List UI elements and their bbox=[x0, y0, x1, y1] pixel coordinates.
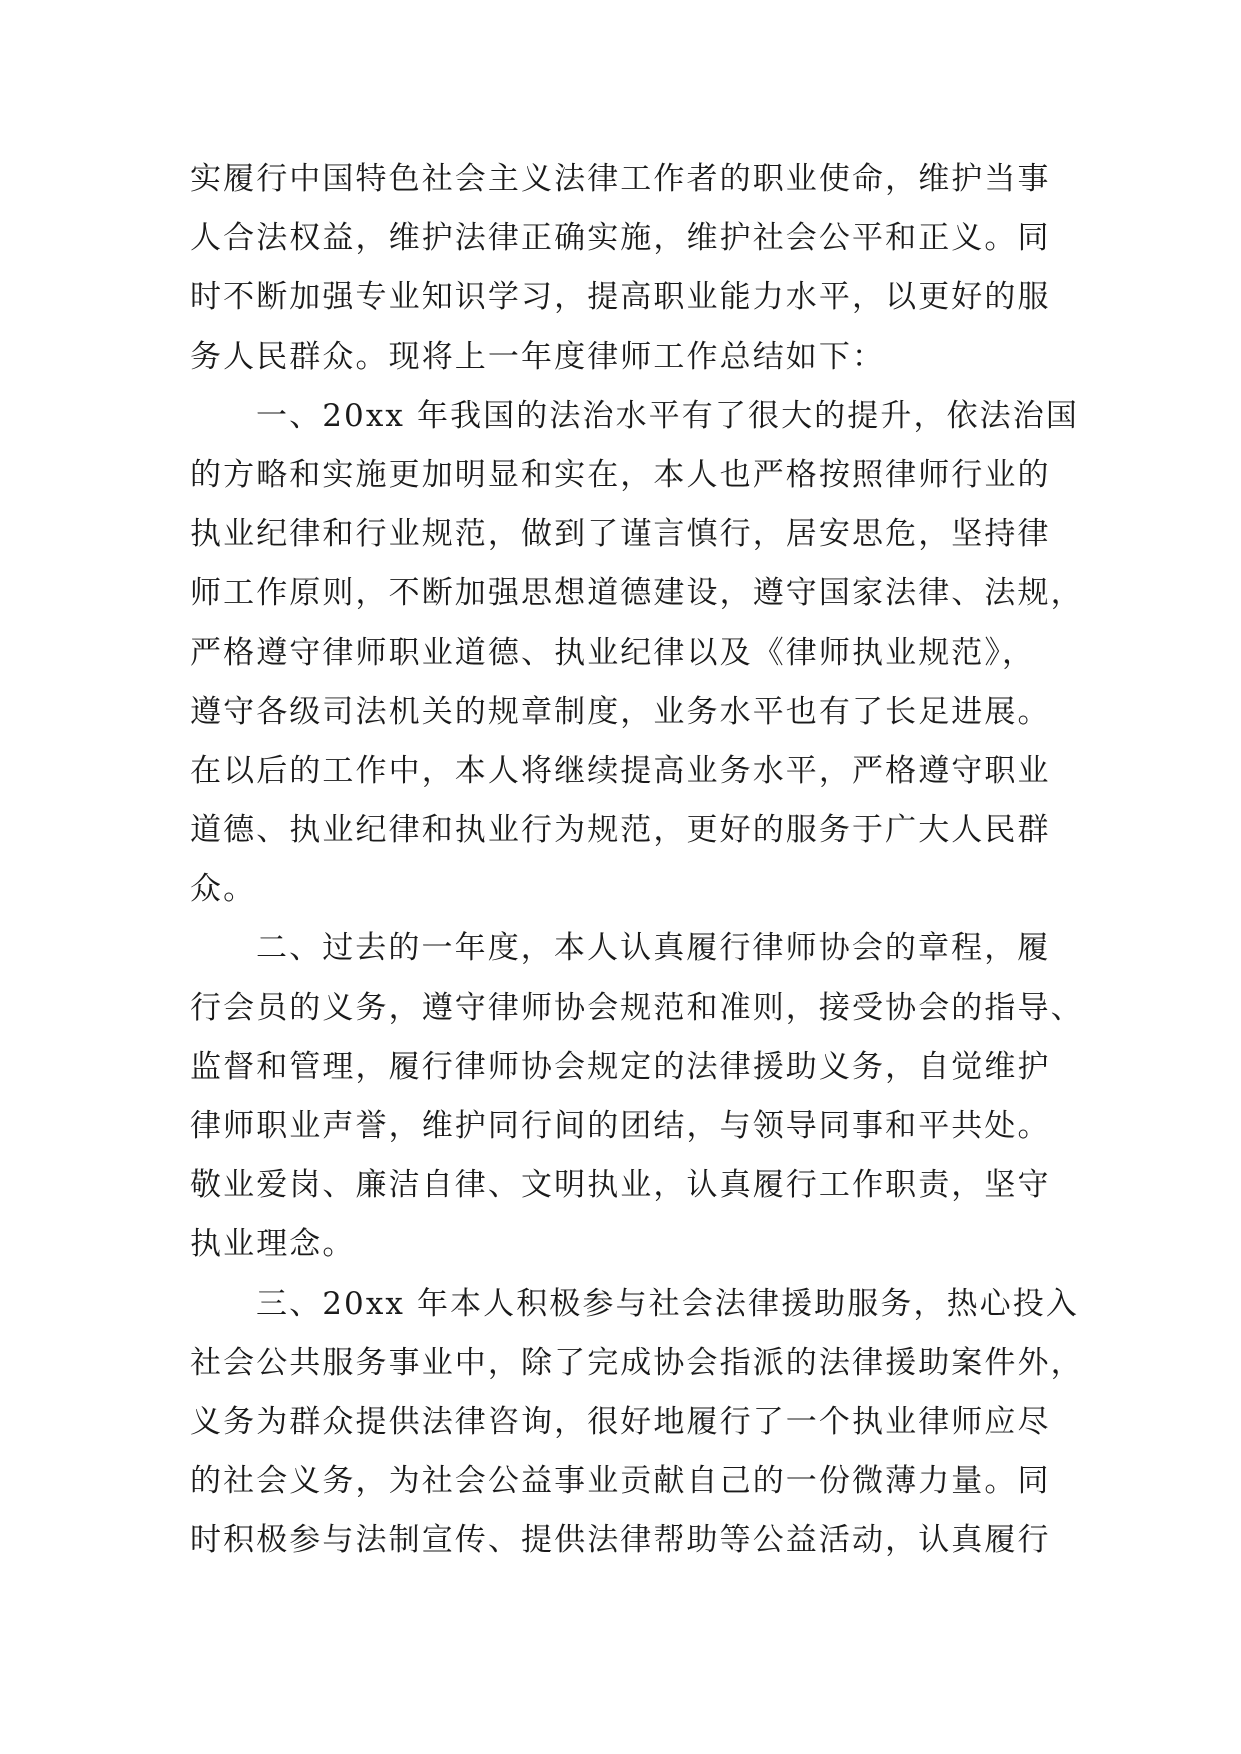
text-line: 敬业爱岗、廉洁自律、文明执业，认真履行工作职责，坚守 bbox=[190, 1167, 1051, 1204]
text-line: 三、20xx 年本人积极参与社会法律援助服务，热心投入 bbox=[256, 1285, 1079, 1322]
text-line: 义务为群众提供法律咨询，很好地履行了一个执业律师应尽 bbox=[190, 1403, 1051, 1440]
text-line: 执业理念。 bbox=[190, 1226, 356, 1263]
text-line: 社会公共服务事业中，除了完成协会指派的法律援助案件外， bbox=[190, 1344, 1084, 1381]
text-line: 一、20xx 年我国的法治水平有了很大的提升，依法治国 bbox=[256, 397, 1079, 434]
text-line: 的方略和实施更加明显和实在，本人也严格按照律师行业的 bbox=[190, 456, 1051, 493]
text-line: 遵守各级司法机关的规章制度，业务水平也有了长足进展。 bbox=[190, 693, 1051, 730]
text-line: 监督和管理，履行律师协会规定的法律援助义务，自觉维护 bbox=[190, 1048, 1051, 1085]
text-line: 师工作原则，不断加强思想道德建设，遵守国家法律、法规， bbox=[190, 575, 1084, 612]
text-line: 实履行中国特色社会主义法律工作者的职业使命，维护当事 bbox=[190, 161, 1051, 197]
text-line: 众。 bbox=[190, 871, 257, 908]
text-line: 严格遵守律师职业道德、执业纪律以及《律师执业规范》， bbox=[190, 634, 1036, 671]
text-line: 的社会义务，为社会公益事业贡献自己的一份微薄力量。同 bbox=[190, 1463, 1051, 1500]
text-line: 道德、执业纪律和执业行为规范，更好的服务于广大人民群 bbox=[190, 812, 1051, 849]
text-line: 务人民群众。现将上一年度律师工作总结如下： bbox=[190, 338, 886, 375]
text-line: 时积极参与法制宣传、提供法律帮助等公益活动，认真履行 bbox=[190, 1522, 1051, 1559]
text-line: 二、过去的一年度，本人认真履行律师协会的章程，履 bbox=[256, 930, 1051, 967]
text-line: 时不断加强专业知识学习，提高职业能力水平，以更好的服 bbox=[190, 279, 1051, 316]
text-line: 执业纪律和行业规范，做到了谨言慎行，居安思危，坚持律 bbox=[190, 516, 1051, 553]
document-body bbox=[190, 150, 1084, 1571]
text-line: 律师职业声誉，维护同行间的团结，与领导同事和平共处。 bbox=[190, 1108, 1051, 1144]
text-line: 人合法权益，维护法律正确实施，维护社会公平和正义。同 bbox=[190, 220, 1051, 257]
text-line: 在以后的工作中，本人将继续提高业务水平，严格遵守职业 bbox=[190, 752, 1051, 789]
text-line: 行会员的义务，遵守律师协会规范和准则，接受协会的指导、 bbox=[190, 989, 1084, 1026]
